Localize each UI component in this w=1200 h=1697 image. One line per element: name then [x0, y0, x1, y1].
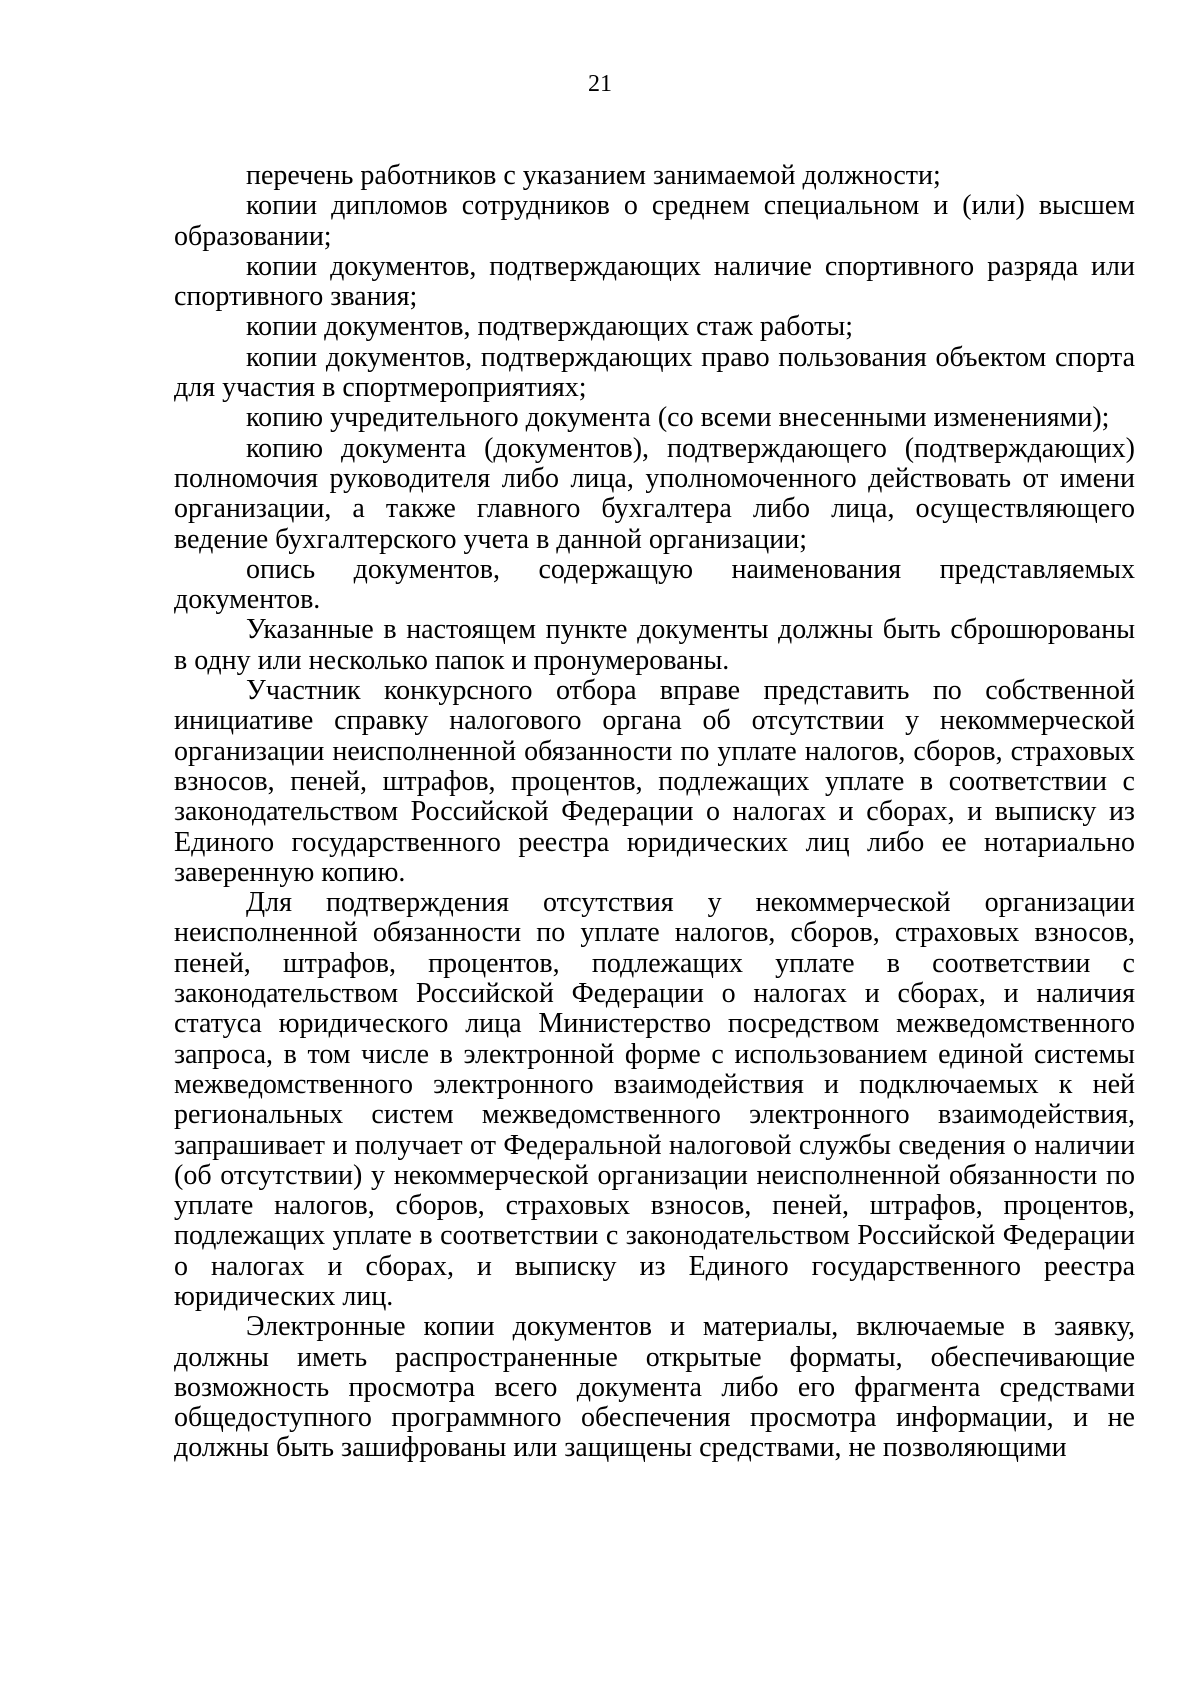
- paragraph-employee-list: перечень работников с указанием занимаемой должности;: [246, 160, 941, 191]
- paragraph-sport-rank-copies: копии документов, подтверждающих наличие спортивного разряда или спортивного звания;: [174, 250, 1135, 313]
- paragraph-founding-document: копию учредительного документа (со всеми внесенными изменениями);: [246, 402, 1110, 434]
- page-number: 21: [588, 71, 612, 97]
- paragraph-diploma-copies: копии дипломов сотрудников о среднем специальном и (или) высшем образовании;: [174, 190, 1135, 252]
- document-body: [174, 161, 1135, 1464]
- paragraph-sport-facility-rights: копии документов, подтверждающих право пользования объектом спорта для участия в спортмероприятиях;: [174, 341, 1135, 404]
- paragraph-tax-certificate: Участник конкурсного отбора вправе представить по собственной инициативе справку налогового органа об отсутствии у некоммерческой организации неисполненной обязанности по уплате налогов, сборов, страховых взносов, пеней, штрафов, процентов, подлежащих уплате в соответствии с законодательством Российской Федерации о налогах и сборах, и выписку из Единого государственного реестра юридических лиц либо ее нотариально заверенную копию.: [174, 675, 1135, 888]
- paragraph-binding-requirement: Указанные в настоящем пункте документы должны быть сброшюрованы в одну или несколько папок и пронумерованы.: [174, 614, 1135, 676]
- paragraph-work-experience-copies: копии документов, подтверждающих стаж работы;: [246, 311, 853, 343]
- paragraph-electronic-copies: Электронные копии документов и материалы, включаемые в заявку, должны иметь распространенные открытые форматы, обеспечивающие возможность просмотра всего документа либо его фрагмента средствами общедоступного программного обеспечения просмотра информации, и не должны быть зашифрованы или защищены средствами, не позволяющими: [174, 1311, 1135, 1464]
- paragraph-document-inventory: опись документов, содержащую наименования представляемых документов.: [174, 553, 1135, 616]
- paragraph-interagency-request: Для подтверждения отсутствия у некоммерческой организации неисполненной обязанности по уплате налогов, сборов, страховых взносов, пеней, штрафов, процентов, подлежащих уплате в соответствии с законодательством Российской Федерации о налогах и сборах, и наличия статуса юридического лица Министерство посредством межведомственного запроса, в том числе в электронной форме с использованием единой системы межведомственного электронного взаимодействия и подключаемых к ней региональных систем межведомственного электронного взаимодействия, запрашивает и получает от Федеральной налоговой службы сведения о наличии (об отсутствии) у некоммерческой организации неисполненной обязанности по уплате налогов, сборов, страховых взносов, пеней, штрафов, процентов, подлежащих уплате в соответствии с законодательством Российской Федерации о налогах и сборах, и выписку из Единого государственного реестра юридических лиц.: [174, 887, 1135, 1312]
- paragraph-authority-documents: копию документа (документов), подтверждающего (подтверждающих) полномочия руководителя либо лица, уполномоченного действовать от имени организации, а также главного бухгалтера либо лица, осуществляющего ведение бухгалтерского учета в данной организации;: [174, 432, 1135, 555]
